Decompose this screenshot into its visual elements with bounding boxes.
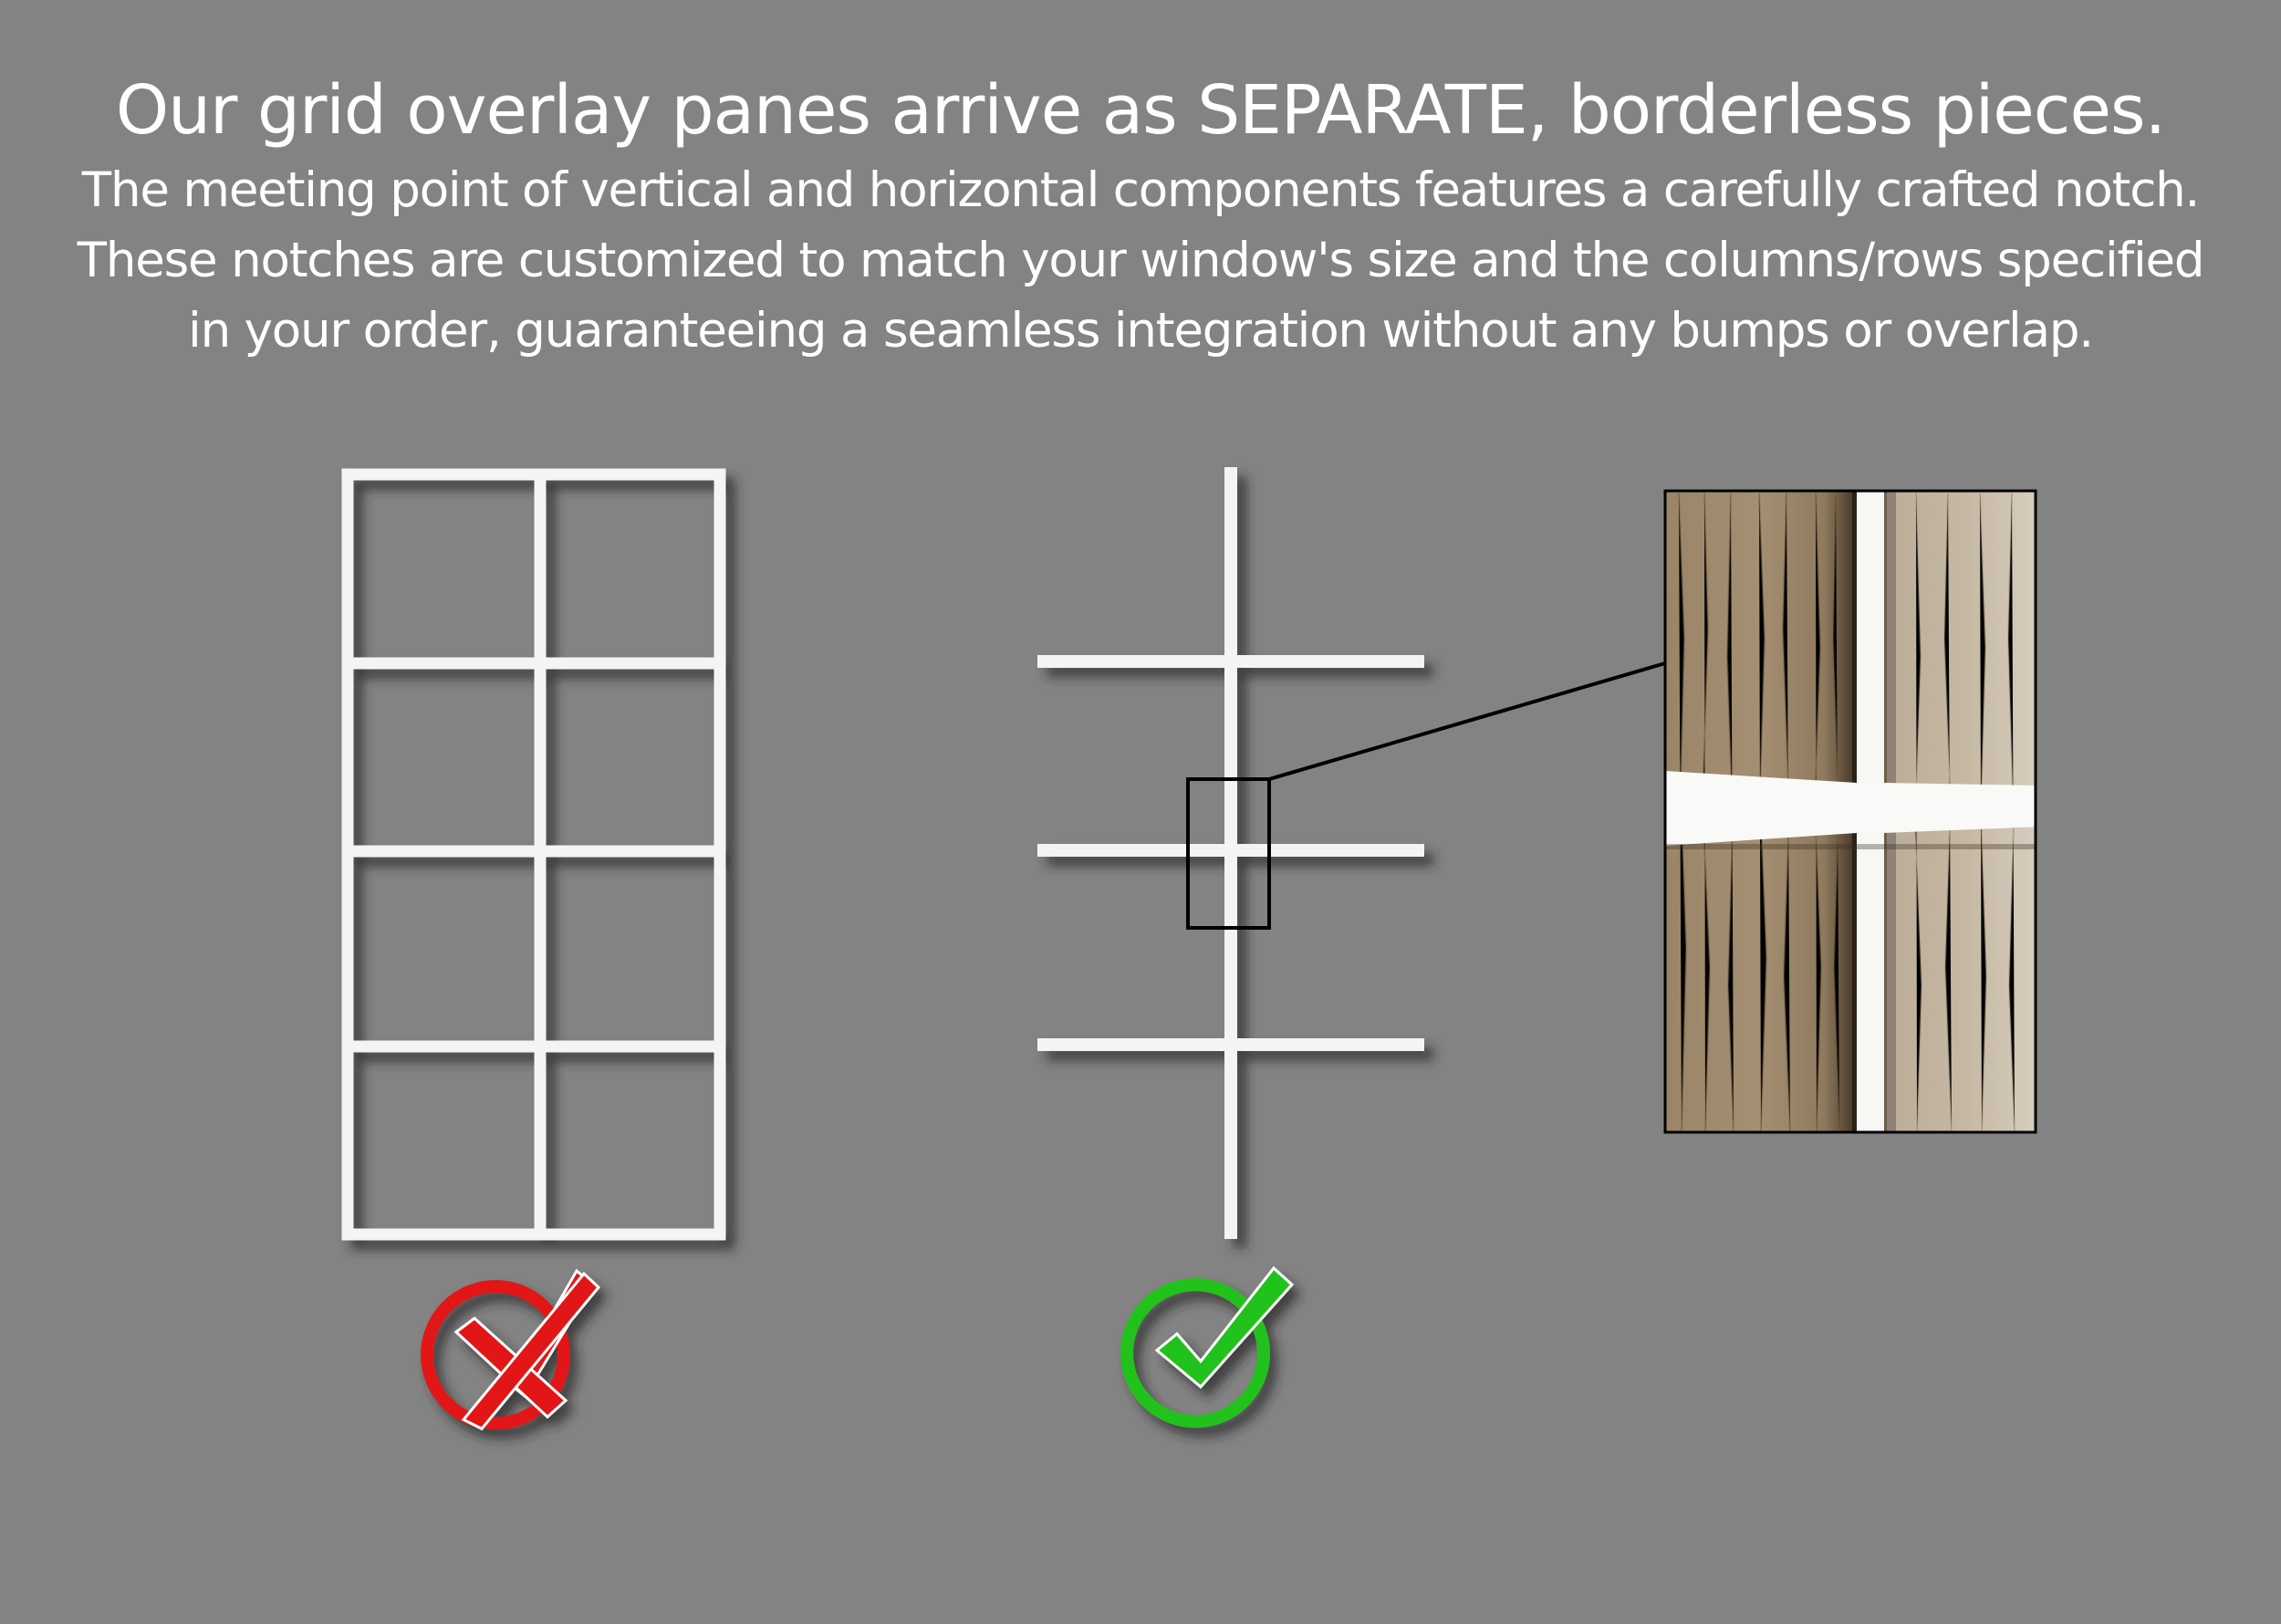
bordered-grid-wrong-example (348, 474, 720, 1234)
description-line-1: The meeting point of vertical and horizontal components features a carefully crafted notch. (81, 162, 2200, 218)
description-line-3: in your order, guaranteeing a seamless integration without any bumps or overlap. (188, 303, 2093, 359)
notch-closeup-inset (1665, 491, 2042, 1132)
red-x-mark-icon (427, 1271, 599, 1429)
zoom-callout (1188, 663, 1665, 928)
green-check-mark-icon (1127, 1268, 1292, 1421)
description-line-2: These notches are customized to match your window's size and the columns/rows specified (77, 233, 2204, 288)
page-title: Our grid overlay panes arrive as SEPARATE, borderless pieces. (115, 71, 2166, 150)
callout-line (1269, 663, 1665, 779)
separate-bars-right-example (1037, 467, 1424, 1239)
